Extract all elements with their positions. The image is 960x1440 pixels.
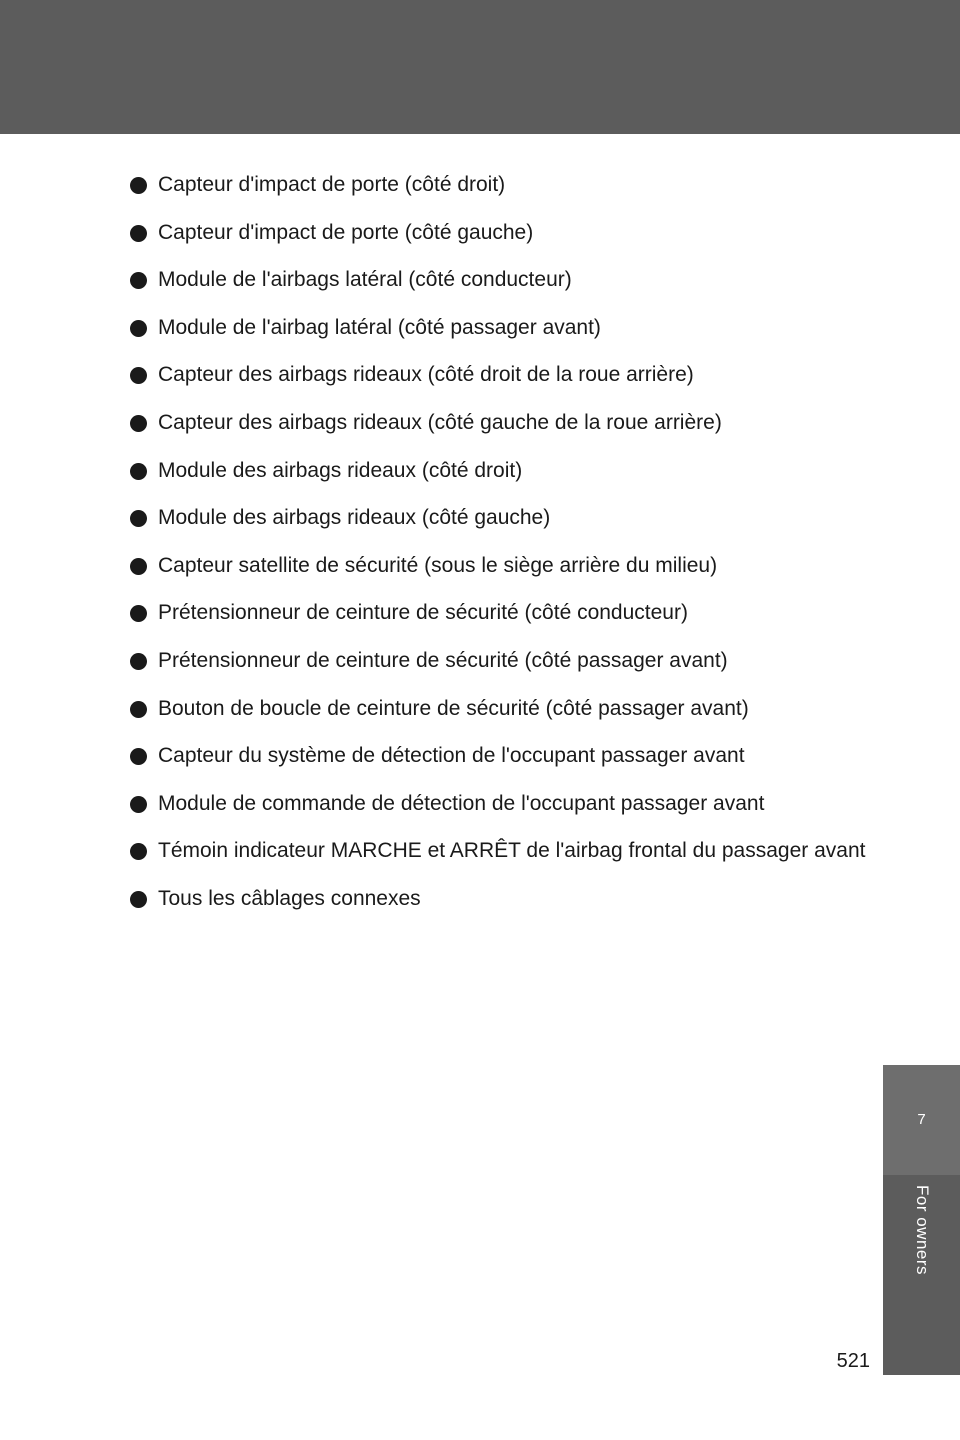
- item-text: Module de commande de détection de l'occupant passager avant: [158, 791, 765, 815]
- item-text: Témoin indicateur MARCHE et ARRÊT de l'airbag frontal du passager avant: [158, 839, 866, 863]
- bullet-icon: [130, 272, 147, 289]
- item-text: Module des airbags rideaux (côté droit): [158, 458, 523, 482]
- item-text: Module de l'airbags latéral (côté conducteur): [158, 268, 572, 292]
- bullet-icon: [130, 748, 147, 765]
- list-item: [130, 408, 875, 438]
- list-item: [130, 456, 875, 486]
- bullet-icon: [130, 510, 147, 527]
- item-text: Prétensionneur de ceinture de sécurité (côté passager avant): [158, 648, 728, 672]
- bullet-icon: [130, 177, 147, 194]
- bullet-icon: [130, 463, 147, 480]
- bullet-icon: [130, 796, 147, 813]
- list-item: [130, 503, 875, 533]
- bullet-icon: [130, 225, 147, 242]
- chapter-number-box: [883, 1065, 960, 1175]
- list-item: [130, 313, 875, 343]
- bullet-icon: [130, 891, 147, 908]
- bullet-icon: [130, 605, 147, 622]
- bullet-icon: [130, 653, 147, 670]
- list-item: [130, 694, 875, 724]
- item-text: Capteur d'impact de porte (côté droit): [158, 173, 506, 196]
- item-text: Capteur satellite de sécurité (sous le siège arrière du milieu): [158, 553, 718, 577]
- list-item: [130, 360, 875, 390]
- list-item: [130, 836, 875, 866]
- chapter-number: 7: [917, 1111, 926, 1128]
- item-text: Module de l'airbag latéral (côté passager avant): [158, 315, 601, 339]
- item-text: Capteur des airbags rideaux (côté gauche de la roue arrière): [158, 410, 722, 434]
- bullet-icon: [130, 367, 147, 384]
- list-item: [130, 265, 875, 295]
- item-text: Module des airbags rideaux (côté gauche): [158, 506, 551, 530]
- list-item: [130, 741, 875, 771]
- bullet-icon: [130, 558, 147, 575]
- list-item: [130, 218, 875, 248]
- item-text: Capteur du système de détection de l'occupant passager avant: [158, 744, 745, 768]
- item-text: Capteur des airbags rideaux (côté droit de la roue arrière): [158, 363, 694, 387]
- list-item: [130, 789, 875, 819]
- bullet-icon: [130, 843, 147, 860]
- item-list: [130, 170, 875, 932]
- list-item: [130, 170, 875, 200]
- page-number: 521: [836, 1350, 870, 1372]
- bullet-icon: [130, 415, 147, 432]
- bullet-icon: [130, 320, 147, 337]
- list-item: [130, 646, 875, 676]
- item-text: Tous les câblages connexes: [158, 886, 421, 910]
- list-item: [130, 551, 875, 581]
- item-text: Capteur d'impact de porte (côté gauche): [158, 220, 534, 244]
- item-text: Prétensionneur de ceinture de sécurité (côté conducteur): [158, 601, 688, 625]
- list-item: [130, 598, 875, 628]
- header-band: [0, 0, 960, 134]
- bullet-icon: [130, 701, 147, 718]
- list-item: [130, 884, 875, 914]
- chapter-label: For owners: [913, 1185, 932, 1276]
- item-text: Bouton de boucle de ceinture de sécurité (côté passager avant): [158, 696, 749, 720]
